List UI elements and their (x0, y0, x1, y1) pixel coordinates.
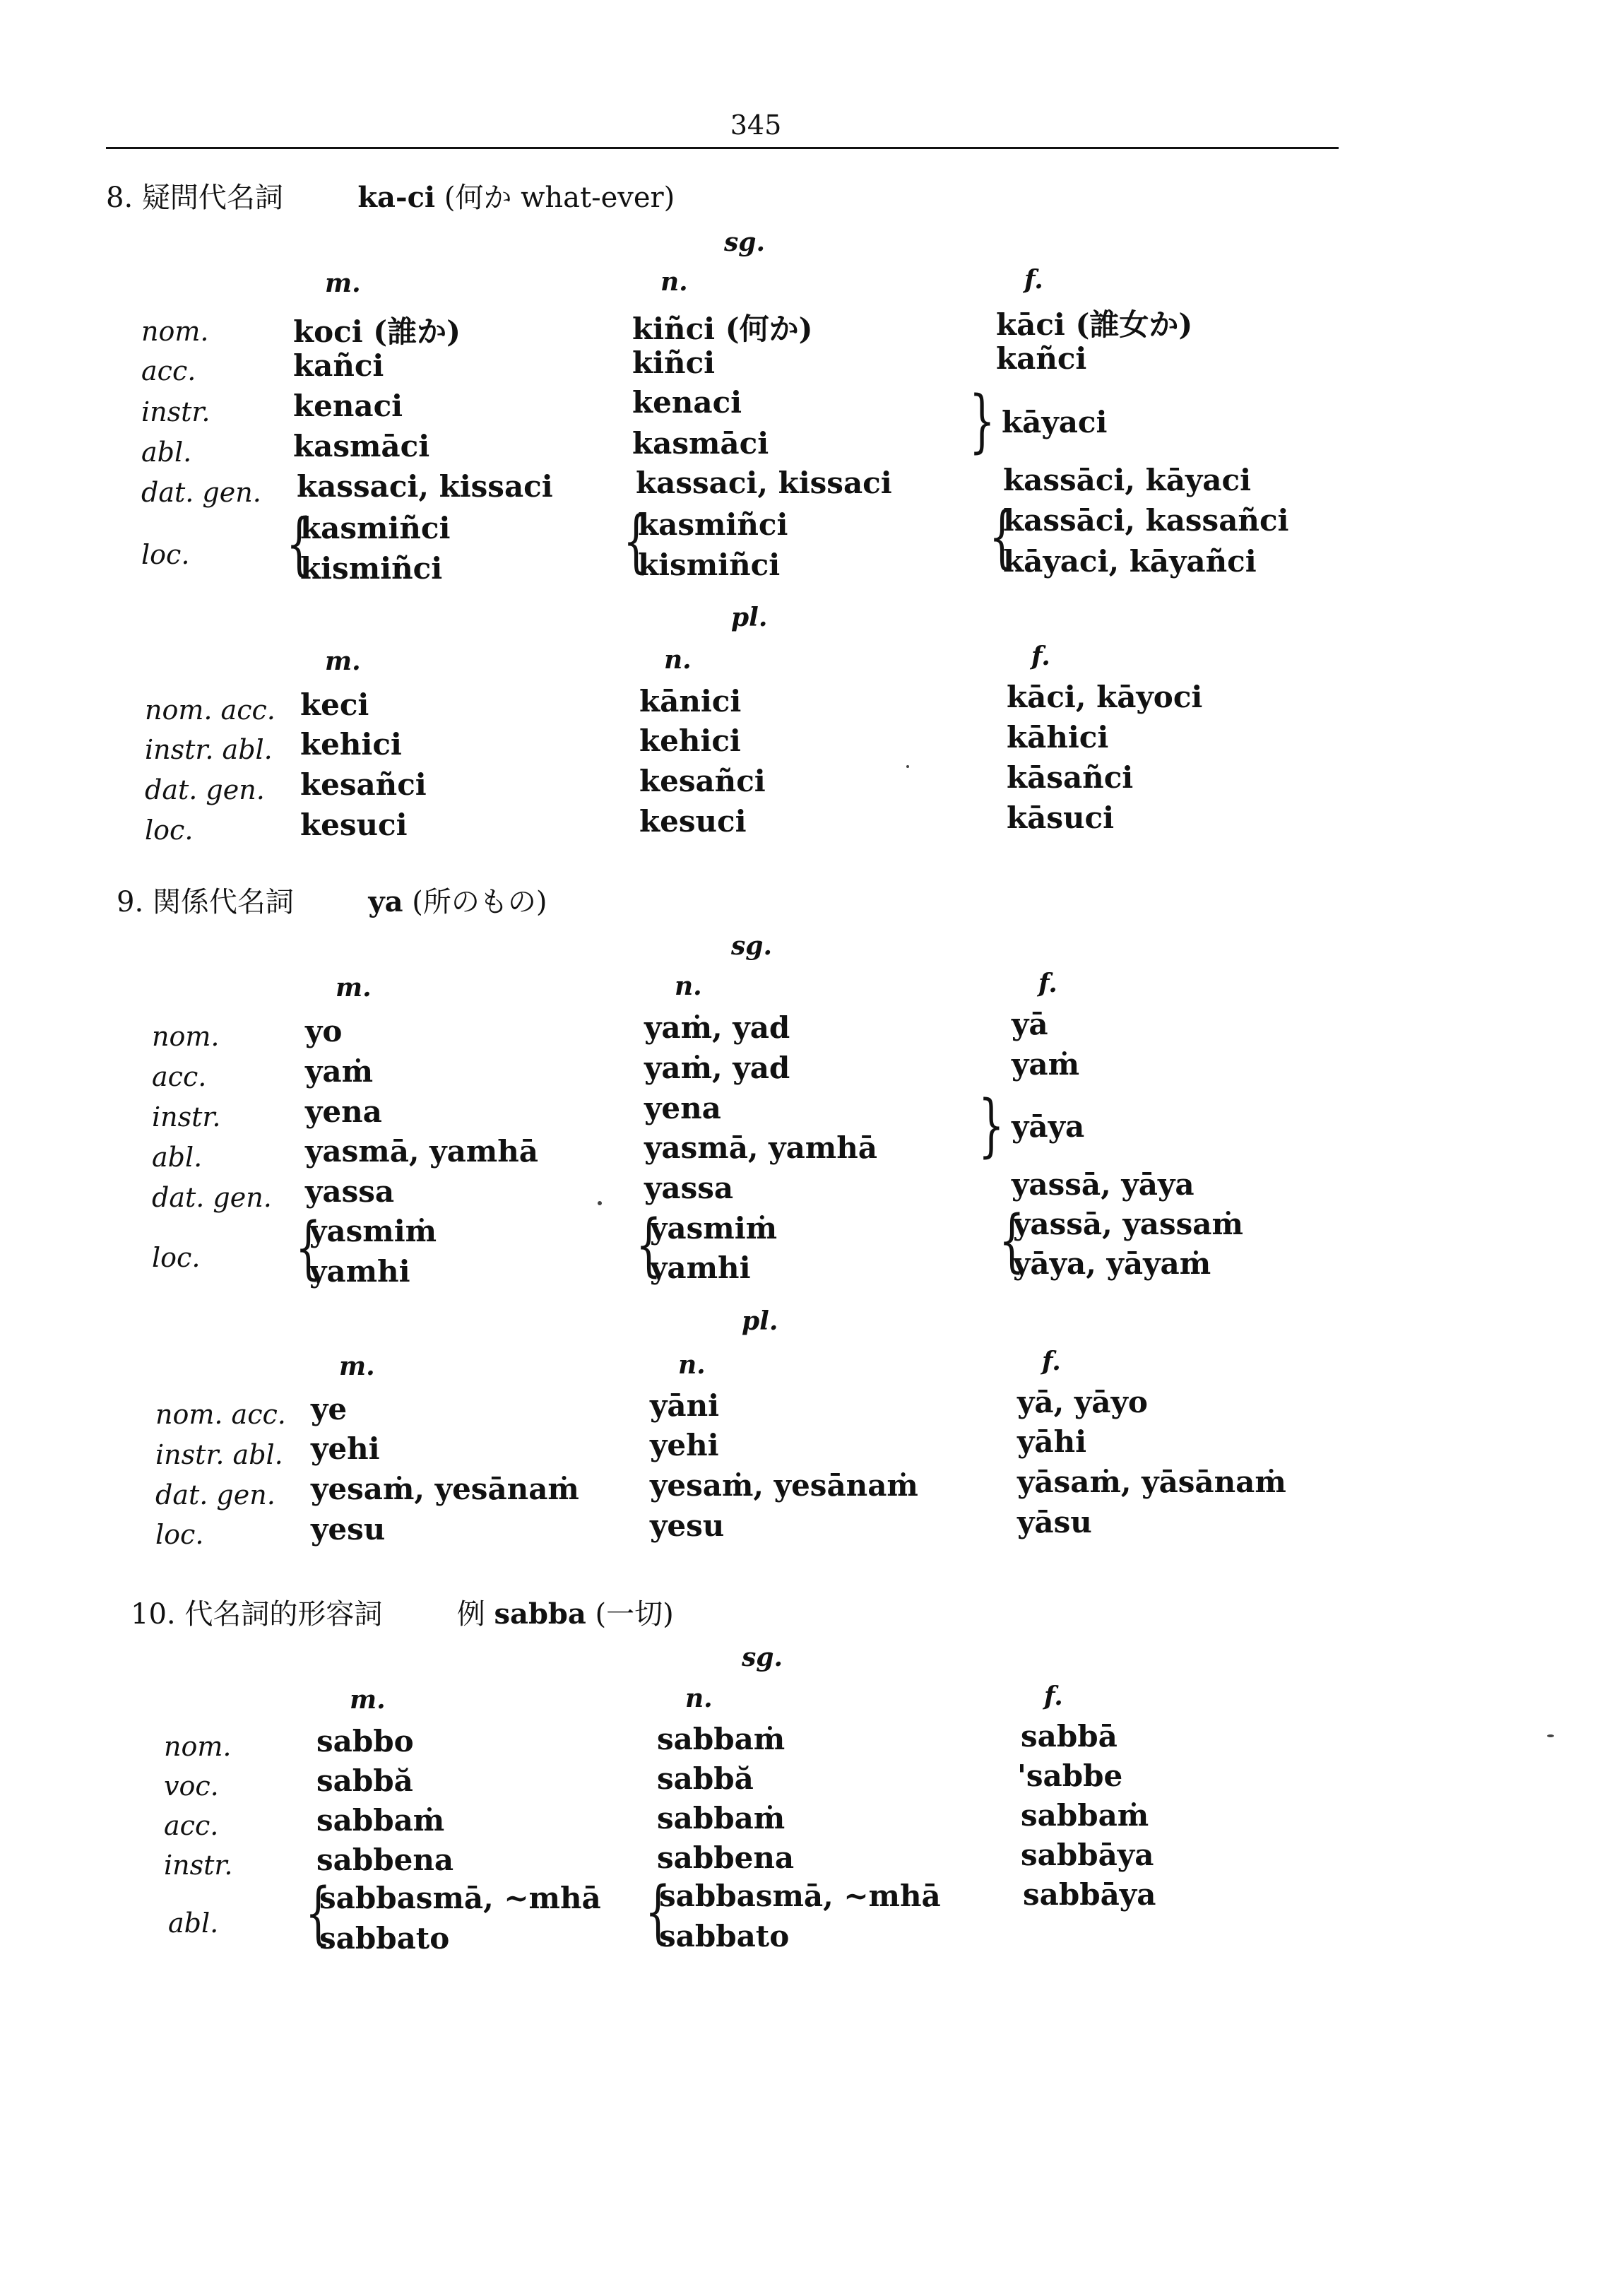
case-label: nom. (164, 1731, 232, 1762)
section-title-jp: 疑問代名詞 (141, 182, 283, 214)
left-brace: { (623, 502, 649, 581)
case-label: dat. gen. (145, 774, 265, 805)
gender-m-label: m. (325, 646, 361, 676)
case-label: instr. abl. (155, 1439, 283, 1470)
form-cell: sabbă (657, 1761, 754, 1796)
header-rule (106, 147, 1339, 149)
form-cell: yāhi (1017, 1424, 1087, 1459)
form-cell: sabbă (316, 1763, 413, 1798)
case-label: loc. (145, 815, 194, 846)
form-cell: kāci, kāyoci (1007, 680, 1203, 714)
section-lemma: ya (368, 885, 403, 918)
form-cell: yassa (644, 1171, 734, 1205)
scan-speck (1547, 1734, 1554, 1737)
scan-speck (598, 1201, 602, 1205)
form-cell: yesaṁ, yesānaṁ (650, 1468, 918, 1503)
form-cell: sabbena (657, 1840, 795, 1875)
form-cell: sabbato (659, 1919, 790, 1953)
case-label: instr. (141, 396, 211, 427)
form-cell: keci (300, 687, 369, 722)
form-cell: yena (305, 1094, 382, 1129)
form-cell: sabbena (316, 1843, 454, 1877)
form-cell: kismiñci (638, 548, 781, 582)
form-cell: yassā, yassaṁ (1013, 1207, 1243, 1241)
form-cell: sabbaṁ (657, 1801, 786, 1835)
gender-m-label: m. (336, 973, 372, 1003)
form-cell: kāhici (1007, 720, 1109, 755)
pl-label: pl. (731, 603, 768, 632)
form-cell: kāyaci (1002, 405, 1108, 439)
gender-n-label: n. (685, 1684, 713, 1713)
form-cell: yehi (311, 1431, 380, 1466)
form-cell: 'sabbe (1017, 1758, 1123, 1793)
case-label: abl. (168, 1908, 219, 1939)
form-cell: yāya, yāyaṁ (1013, 1246, 1211, 1281)
gender-f-label: f. (1042, 1347, 1061, 1376)
form-cell: yāsu (1017, 1505, 1092, 1539)
form-cell: yesaṁ, yesānaṁ (311, 1472, 579, 1506)
form-cell: yasmiṁ (309, 1214, 437, 1248)
form-cell: kassaci, kissaci (297, 469, 553, 504)
form-cell: kassāci, kassañci (1003, 503, 1289, 538)
form-cell: koci (誰か) (293, 314, 461, 349)
section-lemma: ka-ci (357, 181, 436, 214)
form-cell: kehici (639, 723, 741, 758)
form-cell: yena (644, 1091, 721, 1125)
section-number: 9. (117, 886, 144, 918)
gender-m-label: m. (350, 1685, 386, 1715)
form-cell: kiñci (632, 345, 716, 380)
right-brace: } (969, 382, 995, 461)
section-gloss: (一切) (595, 1598, 674, 1631)
form-cell: sabbasmā, ~mhā (319, 1881, 601, 1915)
section-title-jp: 代名詞的形容詞 (184, 1598, 383, 1631)
pl-label: pl. (742, 1306, 778, 1336)
form-cell: ye (311, 1392, 348, 1426)
form-cell: yāni (650, 1388, 720, 1423)
gender-m-label: m. (339, 1352, 375, 1381)
form-cell: yesu (311, 1512, 386, 1547)
case-label: voc. (164, 1770, 219, 1802)
gender-f-label: f. (1031, 642, 1050, 671)
form-cell: sabbaṁ (1021, 1798, 1149, 1833)
section-lemma: sabba (494, 1597, 586, 1631)
section-9-heading (117, 880, 547, 920)
gender-f-label: f. (1024, 265, 1043, 295)
form-cell: kasmāci (293, 429, 430, 463)
form-cell: kāci (誰女か) (996, 307, 1193, 342)
case-label: instr. (164, 1850, 233, 1881)
form-cell: kāsañci (1007, 760, 1134, 795)
form-cell: kismiñci (300, 551, 443, 586)
section-gloss: (所のもの) (412, 886, 547, 918)
case-label: instr. abl. (145, 734, 273, 765)
case-label: nom. (141, 316, 209, 347)
form-cell: yehi (650, 1428, 719, 1462)
form-cell: kasmiñci (638, 507, 788, 542)
form-cell: yo (305, 1014, 343, 1048)
case-label: acc. (164, 1810, 219, 1841)
form-cell: sabbo (316, 1724, 414, 1758)
form-cell: kañci (293, 348, 384, 383)
case-label: loc. (152, 1242, 201, 1273)
case-label: dat. gen. (141, 477, 261, 508)
case-label: dat. gen. (155, 1479, 275, 1510)
case-label: nom. acc. (145, 694, 275, 726)
section-10-heading (131, 1592, 674, 1632)
form-cell: sabbaṁ (657, 1722, 786, 1756)
form-cell: kasmiñci (300, 511, 451, 545)
gender-n-label: n. (675, 971, 702, 1001)
section-gloss: (何か what-ever) (444, 182, 675, 214)
left-brace: { (989, 497, 1015, 577)
case-label: nom. acc. (155, 1399, 286, 1430)
form-cell: sabbaṁ (316, 1803, 445, 1838)
section-8-heading (106, 175, 675, 215)
left-brace: { (295, 1208, 321, 1287)
form-cell: kenaci (293, 389, 403, 423)
form-cell: yāsaṁ, yāsānaṁ (1017, 1465, 1286, 1499)
left-brace: { (645, 1872, 671, 1951)
form-cell: yasmā, yamhā (644, 1130, 877, 1165)
example-mark: 例 (456, 1598, 485, 1631)
form-cell: yamhi (650, 1251, 751, 1285)
page-number: 345 (730, 110, 782, 141)
form-cell: yaṁ (1012, 1047, 1080, 1082)
form-cell: kehici (300, 727, 402, 762)
gender-n-label: n. (678, 1350, 706, 1380)
sg-label: sg. (731, 931, 772, 961)
form-cell: kañci (996, 341, 1087, 376)
form-cell: yesu (650, 1508, 725, 1543)
form-cell: sabbāya (1023, 1877, 1156, 1912)
form-cell: sabbāya (1021, 1838, 1154, 1872)
form-cell: sabbato (319, 1921, 450, 1956)
sg-label: sg. (742, 1643, 783, 1672)
form-cell: yaṁ, yad (644, 1051, 790, 1085)
section-number: 8. (106, 182, 134, 214)
case-label: instr. (152, 1101, 221, 1133)
scan-speck (906, 765, 909, 768)
gender-n-label: n. (660, 267, 688, 297)
case-label: acc. (152, 1061, 207, 1092)
form-cell: yasmiṁ (650, 1211, 778, 1246)
form-cell: sabbā (1021, 1719, 1118, 1754)
form-cell: yassā, yāya (1012, 1167, 1195, 1202)
left-brace: { (999, 1201, 1025, 1280)
form-cell: yasmā, yamhā (305, 1134, 538, 1169)
gender-n-label: n. (664, 645, 692, 675)
case-label: acc. (141, 355, 196, 386)
section-number: 10. (131, 1598, 176, 1631)
form-cell: yassa (305, 1174, 395, 1209)
form-cell: kāsuci (1007, 800, 1115, 835)
left-brace: { (286, 504, 312, 584)
case-label: nom. (152, 1021, 220, 1052)
form-cell: yāya (1012, 1109, 1085, 1144)
form-cell: kiñci (何か) (632, 312, 813, 346)
form-cell: yaṁ (305, 1054, 374, 1089)
case-label: loc. (141, 539, 190, 570)
gender-f-label: f. (1038, 969, 1057, 998)
section-title-jp: 関係代名詞 (152, 886, 294, 918)
form-cell: yamhi (309, 1254, 410, 1289)
case-label: abl. (141, 437, 192, 468)
right-brace: } (978, 1086, 1004, 1165)
form-cell: yā, yāyo (1017, 1385, 1148, 1419)
form-cell: kesañci (300, 767, 427, 802)
case-label: abl. (152, 1142, 203, 1173)
form-cell: kesuci (300, 808, 408, 842)
form-cell: kāyaci, kāyañci (1003, 544, 1257, 579)
form-cell: kesañci (639, 764, 766, 798)
form-cell: kesuci (639, 804, 747, 839)
gender-f-label: f. (1044, 1681, 1063, 1711)
sg-label: sg. (724, 227, 765, 257)
form-cell: yaṁ, yad (644, 1010, 790, 1045)
left-brace: { (305, 1874, 331, 1953)
form-cell: kenaci (632, 385, 742, 420)
case-label: dat. gen. (152, 1182, 272, 1213)
form-cell: kasmāci (632, 426, 769, 461)
form-cell: sabbasmā, ~mhā (659, 1879, 941, 1913)
left-brace: { (636, 1205, 662, 1284)
form-cell: kassaci, kissaci (636, 466, 892, 500)
form-cell: kassāci, kāyaci (1003, 463, 1252, 497)
case-label: loc. (155, 1519, 204, 1550)
gender-m-label: m. (325, 268, 361, 298)
form-cell: yā (1012, 1007, 1048, 1041)
form-cell: kānici (639, 684, 742, 719)
